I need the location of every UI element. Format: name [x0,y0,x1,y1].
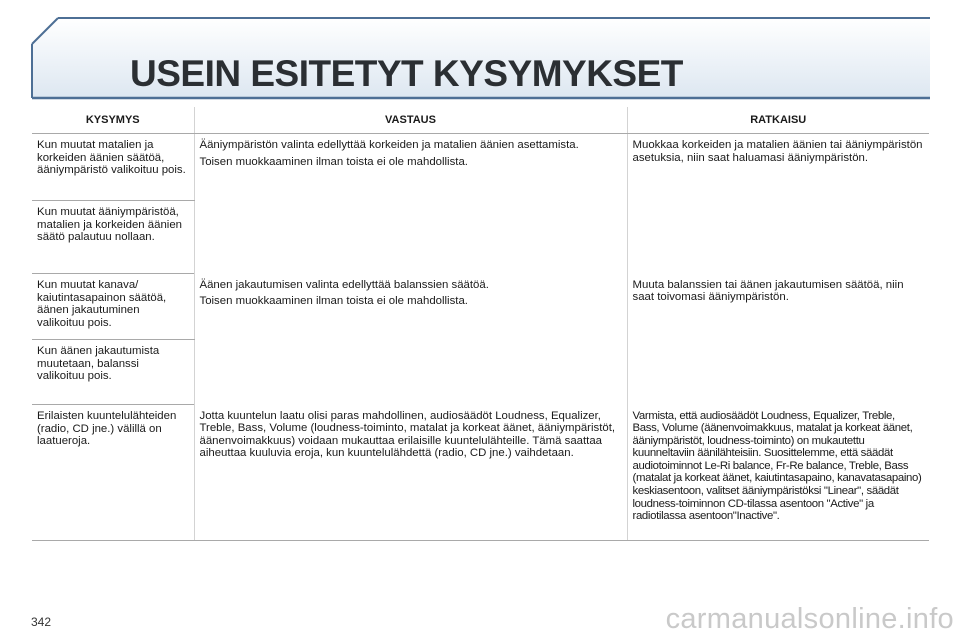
column-header-solution: RATKAISU [627,107,929,134]
table-header-row [32,107,929,134]
answer-paragraph: Jotta kuuntelun laatu olisi paras mahdollinen, audiosäädöt Loudness, Equalizer, Treble, Bass, Volume (loudness-toiminto, matalat ja korkeat äänet, ääniympäristöt, äänenvoimakkuus) voidaan mukauttaa erilaisille kuuntelulähteille. Tämä saattaa aiheuttaa kuuluvia eroja, kun kuuntelulähdettä (radio, CD jne.) vaihdetaan. [199,409,616,460]
question-cell: Kun muutat matalien ja korkeiden äänien säätöä, ääniympäristö valikoituu pois. [32,134,194,201]
table-row [32,134,929,201]
answer-cell [194,134,627,274]
page-number: 342 [31,615,52,629]
page-title: USEIN ESITETYT KYSYMYKSET [130,53,683,94]
solution-cell: Varmista, että audiosäädöt Loudness, Equalizer, Treble, Bass, Volume (äänenvoimakkuus, matalat ja korkeat äänet, ääniympäristöt, loudness-toiminto) on mukautettu kuunneltaviin äänilähteisiin. Suosittelemme, että säädät audiotoiminnot Le-Ri balance, Fr-Re balance, Treble, Bass (matalat ja korkeat äänet, kaiutintasapaino, kanavatasapaino) keskiasentoon, valitset ääniympäristöksi "Linear", säädät loudness-toiminnon CD-tilassa asentoon "Active" ja radiotilassa asentoon"Inactive". [627,405,929,541]
faq-table [32,107,929,541]
solution-cell: Muokkaa korkeiden ja matalien äänien tai ääniympäristön asetuksia, niin saat haluamasi ääniympäristön. [627,134,929,274]
solution-cell: Muuta balanssien tai äänen jakautumisen säätöä, niin saat toivomasi ääniympäristön. [627,274,929,405]
title-banner [0,0,960,104]
column-header-question: KYSYMYS [32,107,194,134]
answer-paragraph: Ääniympäristön valinta edellyttää korkeiden ja matalien äänien asettamista. [199,139,579,151]
answer-paragraph: Toisen muokkaaminen ilman toista ei ole mahdollista. [199,155,468,168]
question-cell: Kun äänen jakautumista muutetaan, balanssi valikoituu pois. [32,340,194,405]
question-cell: Erilaisten kuuntelulähteiden (radio, CD jne.) välillä on laatueroja. [32,405,194,541]
table-row [32,274,929,340]
answer-cell [194,274,627,405]
question-cell: Kun muutat kanava/ kaiutintasapainon säätöä, äänen jakautuminen valikoituu pois. [32,274,194,340]
table-row [32,405,929,541]
watermark: carmanualsonline.info [665,603,954,635]
answer-paragraph: Äänen jakautumisen valinta edellyttää balanssien säätöä. [199,278,489,291]
answer-paragraph: Toisen muokkaaminen ilman toista ei ole mahdollista. [199,295,468,308]
question-cell: Kun muutat ääniympäristöä, matalien ja korkeiden äänien säätö palautuu nollaan. [32,201,194,274]
answer-cell [194,405,627,541]
column-header-answer: VASTAUS [194,107,627,134]
